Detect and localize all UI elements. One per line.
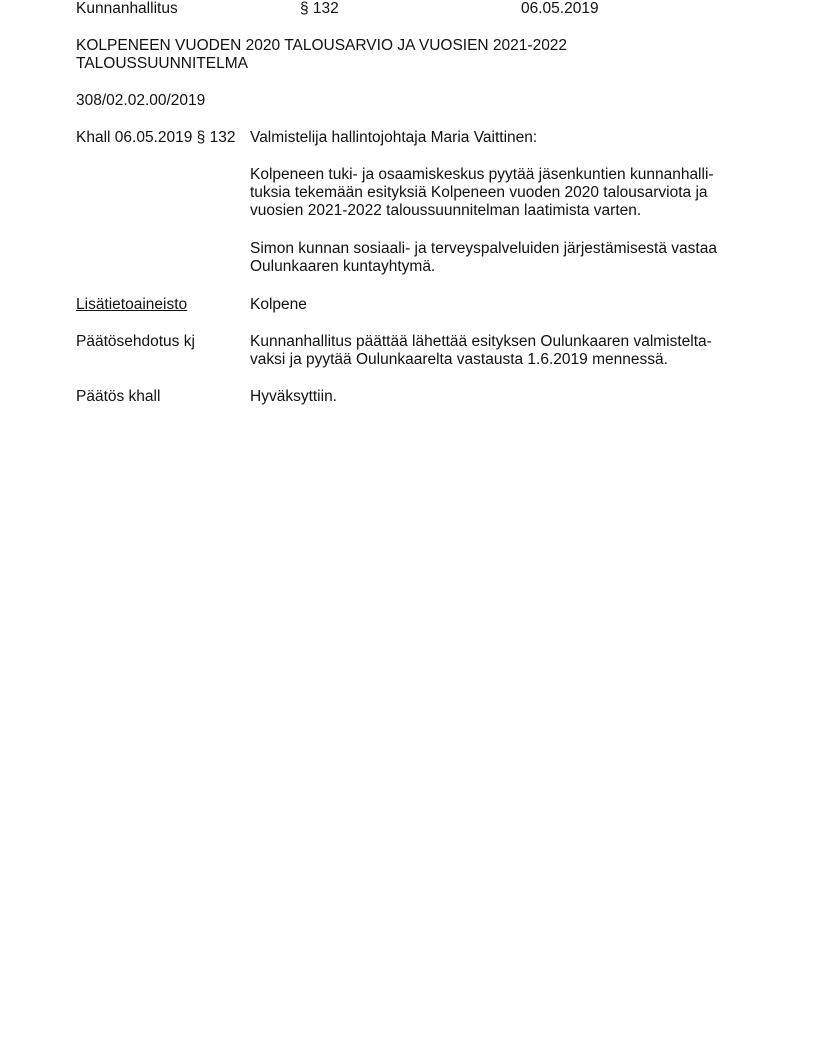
preparation-paragraph-2 xyxy=(250,240,750,276)
title-line-2: TALOUSSUUNNITELMA xyxy=(76,55,248,72)
paragraph-1-line-3: vuosien 2021-2022 taloussuunnitelman laatimista varten. xyxy=(250,202,642,219)
proposal-line-2: vaksi ja pyytää Oulunkaarelta vastausta 1.6.2019 mennessä. xyxy=(250,351,668,368)
decision-label: Päätös khall xyxy=(76,388,161,405)
title-line-1: KOLPENEEN VUODEN 2020 TALOUSARVIO JA VUOSIEN 2021-2022 xyxy=(76,37,568,54)
proposal-line-1: Kunnanhallitus päättää lähettää esityksen Oulunkaaren valmistelta- xyxy=(250,333,712,350)
document-title xyxy=(76,37,676,73)
header-date: 06.05.2019 xyxy=(521,0,599,17)
diary-number: 308/02.02.00/2019 xyxy=(76,92,206,109)
attachments-label: Lisätietoaineisto xyxy=(76,296,188,313)
attachments-value: Kolpene xyxy=(250,296,307,313)
preparation-label: Khall 06.05.2019 § 132 xyxy=(76,129,236,146)
paragraph-2-line-1: Simon kunnan sosiaali- ja terveyspalveluiden järjestämisestä vastaa xyxy=(250,240,717,257)
paragraph-1-line-2: tuksia tekemään esityksiä Kolpeneen vuoden 2020 talousarviota ja xyxy=(250,184,708,201)
preparation-paragraph-1 xyxy=(250,166,750,220)
preparer-line: Valmistelija hallintojohtaja Maria Vaittinen: xyxy=(250,129,538,146)
paragraph-1-line-1: Kolpeneen tuki- ja osaamiskeskus pyytää jäsenkuntien kunnanhalli- xyxy=(250,166,714,183)
proposal-text xyxy=(250,333,750,369)
header-organ: Kunnanhallitus xyxy=(76,0,178,17)
decision-value: Hyväksyttiin. xyxy=(250,388,337,405)
paragraph-2-line-2: Oulunkaaren kuntayhtymä. xyxy=(250,258,436,275)
proposal-label: Päätösehdotus kj xyxy=(76,333,195,350)
header-section: § 132 xyxy=(300,0,339,17)
